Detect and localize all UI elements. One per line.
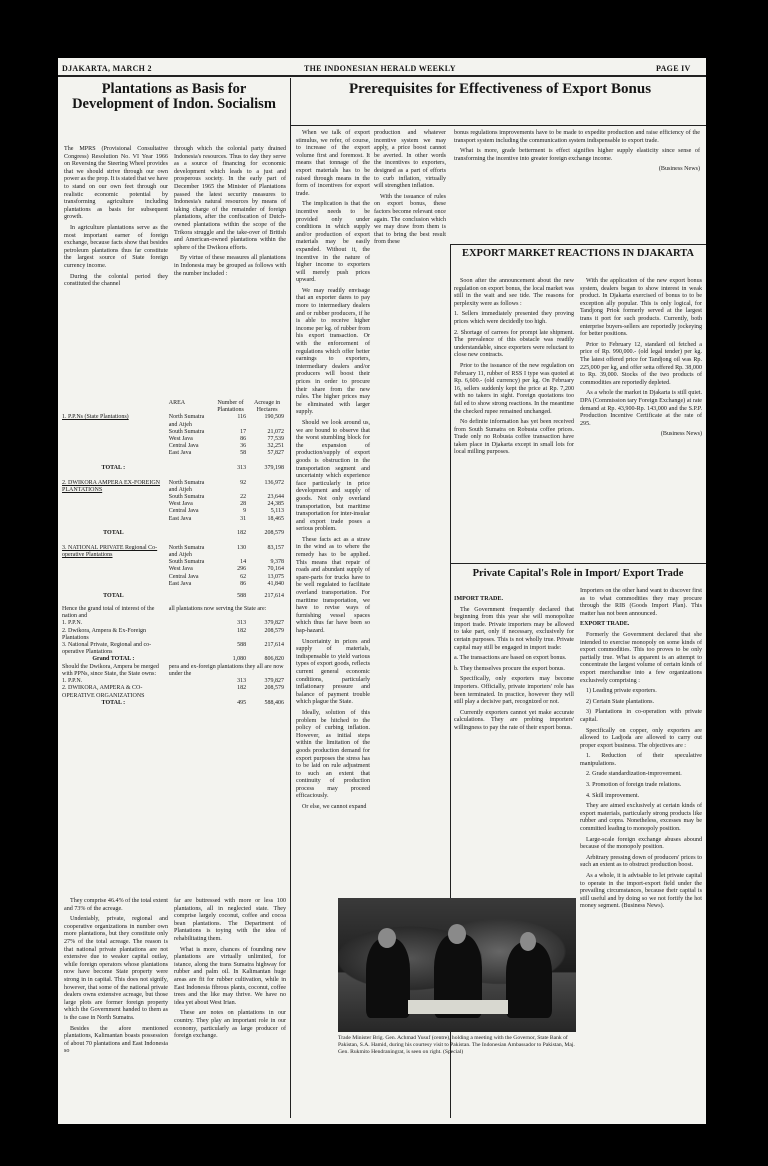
paragraph: bonus regulations improvements have to be made to expedite production and raise efficiency of the transport system including the communication system indispensable to export trade. [454, 130, 700, 144]
acreage-cell: 379,198 [264, 465, 284, 472]
paragraph: With the application of the new export bonus system, dealers began to show interest in weak product. In Djakarta exercised of bonus to to be exception ally popular. This is only logical, for Tandjong Priok formerly served at the largest trans it port for such products. Currently, both enterprise buyers-sellers are reportedly jockeying for better positions. [580, 278, 702, 338]
acreage-cell: 23,644 [267, 494, 284, 501]
section-heading: IMPORT TRADE. [454, 596, 503, 602]
table-row [60, 436, 286, 443]
count-cell: 31 [240, 515, 247, 522]
paragraph: production and whatever incentive system we may apply, a price boost cannot be averted. In other words the incentives to exporters, designed as a part of efforts to curb inflation, virtually will strengthen inflation. [374, 130, 446, 190]
paragraph: 1. Sellers immediately presented they proving prices which were decidedly too high. [454, 311, 574, 325]
area-cell: West Java [168, 436, 193, 443]
paragraph: By virtue of these measures all plantations in Indonesia may be grouped as follows with the number included : [174, 255, 286, 277]
paragraph: Arbitrary pressing down of producers' prices to such an extent as to obstruct production boost. [580, 854, 702, 869]
paragraph: Soon after the announcement about the new regulation on export bonus, the local market was still in the wait and see tide. The reasons for perplexity were as follows : [454, 278, 574, 307]
list-item: 4. Skill improvement. [586, 792, 640, 799]
acreage-cell: 9,378 [270, 559, 284, 566]
newspaper-page [58, 58, 706, 1124]
column-header: Acreage in Hectares [254, 400, 281, 414]
total-row [60, 656, 286, 663]
count-cell: 17 [240, 428, 247, 435]
photo-caption: Trade Minister Brig. Gen. Achmad Yusuf (centre), holding a meeting with the Governor, State Bank of Pakistan, S.A. Hamid, during his courtesy visit to Pakistan. The Indonesian Ambassador to Pakistan, Maj. Gen. Rukmito Hendraningrat, is seen on right. (Special) [338, 1035, 575, 1055]
article-column [374, 130, 446, 246]
area-cell: Central Java [168, 508, 199, 515]
article-headline: EXPORT MARKET REACTIONS IN DJAKARTA [461, 248, 695, 259]
article-column [174, 898, 286, 1120]
total-row [60, 458, 286, 480]
paragraph: Large-scale foreign exchange abuses abound because of the monopoly position. [580, 836, 702, 851]
paragraph: a. The transactions are based on export bonus. [454, 655, 567, 662]
total-label: Grand TOTAL : [92, 656, 135, 663]
paragraph: Specifically on copper, only exporters are allowed to Ladjoda are allowed to carry out proper export business. The objectives are : [580, 727, 702, 749]
table-row [60, 443, 286, 450]
divider [450, 563, 706, 564]
list-item: 1) Leading private exporters. [586, 688, 657, 695]
count-cell: 9 [243, 508, 247, 515]
count-cell: 588 [237, 593, 247, 600]
divider [450, 244, 706, 245]
article-column [580, 588, 702, 1120]
grand-note: all plantations now serving the State are: [168, 606, 267, 613]
count-cell: 313 [237, 465, 247, 472]
table-row [60, 429, 286, 436]
area-cell: East Java [168, 515, 192, 522]
source-credit: (Business News) [658, 166, 700, 173]
total-label: TOTAL : [101, 699, 126, 706]
acreage-cell: 136,972 [264, 479, 284, 486]
paragraph: Specifically, only exporters may become importers. Officially, private importers' role has been terminated. In practice, however they will still play a decisive part, recognized or not. [454, 676, 574, 706]
acreage-cell: 588,406 [264, 699, 284, 706]
list-item: 1. Reduction of their speculative manipulations. [580, 753, 702, 767]
count-cell: 588 [237, 642, 247, 649]
article-column [296, 130, 370, 898]
acreage-cell: 70,164 [267, 566, 284, 573]
area-cell: West Java [168, 501, 193, 508]
paragraph: through which the colonial party drained Indonesia's resources. Thus to day they serve as a source of financing for economic development which leads to a just and prosperous society. In the early part of December 1965 the Minister of Plantations passed the latest security measures to Indonesia's natural resources by means of taking charge of the remainder of foreign plantations, after the confiscation of Dutch-owned plantations within the scope of the Trikora struggle and the take-over of British and American-owned plantations within the sphere of the Dwikora efforts. [174, 146, 286, 251]
table-header-row [60, 400, 286, 414]
paragraph: These are notes on plantations in our country. They play an important role in our economy, particularly as large producer of foreign exchange. [174, 1010, 286, 1040]
acreage-cell: 13,075 [267, 573, 284, 580]
paragraph: The MPRS (Provisional Consultative Congress) Resolution No. VI Year 1966 on Reversing the Steering Wheel provides that we should strive through our own power as the prop. It is stated that we have to stand on our own feet through our realistic economic potential by transforming agriculture including plantations as basis for subsequent growth. [64, 146, 168, 221]
count-cell: 313 [237, 620, 247, 627]
paragraph: b. They themselves procure the export bonus. [454, 665, 565, 672]
grand-row-label: 2. Dwikora, Ampera & Ex-Foreign Plantations [62, 627, 146, 641]
source-credit: (Business News) [660, 431, 702, 438]
table-row [60, 574, 286, 581]
photo-face [520, 932, 536, 951]
group-name: 1. P.P.Ns (State Plantations) [62, 414, 129, 421]
area-cell: North Sumatra and Atjeh [168, 479, 205, 493]
acreage-cell: 379,827 [264, 620, 284, 627]
table-row [60, 620, 286, 627]
divider [290, 125, 706, 126]
table-row [60, 508, 286, 515]
column-header: Number of Plantations [217, 400, 244, 414]
header-masthead: THE INDONESIAN HERALD WEEKLY [304, 64, 456, 73]
article-column [454, 278, 574, 560]
acreage-cell: 208,579 [264, 627, 284, 634]
column-header: AREA [168, 400, 186, 406]
total-label: TOTAL : [101, 465, 126, 472]
acreage-cell: 379,827 [264, 678, 284, 685]
paragraph: Ideally, solution of this problem be hitched to the policy of curbing inflation. However, as initial steps within the limitation of the goods production demand for export purposes the stress has to be laid on rule adjustment to such an extent that continuity of production process may proceed efficaciously. [296, 709, 370, 800]
table-row [60, 664, 286, 678]
list-item: 2. Grade standardization-improvement. [586, 771, 682, 778]
article-column [174, 146, 286, 277]
photo-figure [366, 938, 410, 1018]
area-cell: North Sumatra and Atjeh [168, 544, 205, 559]
table-row [60, 628, 286, 642]
acreage-cell: 5,113 [270, 508, 284, 515]
acreage-cell: 77,539 [267, 436, 284, 443]
paragraph: Prior to the issuance of the new regulation on February 11, rubber of RSS I type was quoted at Rp. 6,600.- (old currency) per kg. On February 16, sellers suddenly kept the price at Rp. 7,200 with no takers in sight. Foreign quotations too fail ed to show strong reactions. In the meantime the checked rupee remained unchanged. [454, 362, 574, 415]
count-cell: 182 [237, 685, 247, 692]
article-column [64, 898, 168, 1120]
acreage-cell: 208,579 [264, 685, 284, 692]
acreage-cell: 57,827 [267, 450, 284, 457]
paragraph: As a whole, it is advisable to let private capital to operate in the import-export field under the prevailing circumstances, because their capital is still useful and by doing so we not fortify the hot money segment. (Business News). [580, 873, 702, 910]
article-headline: Private Capital's Role in Import/ Export Trade [472, 568, 684, 579]
news-photo [338, 898, 576, 1032]
acreage-cell: 806,820 [264, 656, 284, 663]
area-cell: East Java [168, 450, 192, 457]
merge-note: Should the Dwikora, Ampera be merged with PPNs, since State, the State owns: [62, 663, 159, 677]
paragraph: What is more, chances of founding new plantations are virtually unlimited, for istance, along the trans Sumatra highway for rubber and palm oil. In Kalimantan huge areas are fit for rubber cultivation, while in East Indonesia fibrous plants, coconut, coffee trees and the like may thrive. We have no idea yet about West Irian. [174, 946, 286, 1006]
paragraph: The Government frequently declared that beginning from this year she will monopolize import trade. Private importers may be allowed to take part, only if necessary, exclusively for certain purposes. This is not wholly true. Private capital may still be engaged in import trade: [454, 606, 574, 651]
area-cell: South Sumatra [168, 428, 205, 435]
acreage-cell: 24,385 [267, 501, 284, 508]
header-rule [58, 75, 706, 77]
table-row [60, 559, 286, 566]
count-cell: 58 [240, 450, 247, 457]
acreage-cell: 83,157 [267, 544, 284, 551]
table-row [60, 642, 286, 656]
acreage-cell: 217,614 [264, 642, 284, 649]
section-heading: EXPORT TRADE. [580, 621, 630, 628]
total-row [60, 700, 286, 707]
article-headline: Plantations as Basis for Development of Indon. Socialism [72, 81, 276, 113]
paragraph: Prior to February 12, standard oil fetched a price of Rp. 990,000.- (old legal tender) per kg. The latest offered price for Tandjong oil was Rp. 225,000 per kg, and offer setta offered Rp. 38,000 to Rp. 39,000. Stocks of the two products of commodities are reportedly depleted. [580, 341, 702, 386]
total-row [60, 523, 286, 545]
group-name: 2. DWIKORA AMPERA EX-FOREIGN PLANTATIONS [62, 479, 161, 493]
grand-row-label: 1. P.P.N. [62, 620, 83, 627]
area-cell: South Sumatra [168, 494, 205, 501]
acreage-cell: 217,614 [264, 593, 284, 600]
count-cell: 28 [240, 501, 247, 508]
paragraph: No definite information has yet been received from South Sumatra on Robusta coffee prices. Trade only no Robusta coffee transaction have taken place in Djakarta except in small lots for local milling purposes. [454, 419, 574, 456]
table-row [60, 501, 286, 508]
paragraph: Or else, we cannot expand [302, 804, 367, 811]
table-row [60, 450, 286, 457]
table-row [60, 581, 286, 588]
plantations-table [60, 400, 286, 707]
area-cell: North Sumatra and Atjeh [168, 414, 205, 428]
paragraph: These facts act as a straw in the wind as to where the remedy has to be applied. This means that repair of roads and abundant supply of spare-parts for trucks have to be well regulated to facilitate overland transportation. For maritime transportation, we have to revise ways of furnishing vessel spaces which thus far have been so hap-hazard. [296, 536, 370, 634]
area-cell: Central Java [168, 573, 199, 580]
area-cell: West Java [168, 566, 193, 573]
count-cell: 14 [240, 559, 247, 566]
list-item: 3. Promotion of foreign trade relations. [586, 782, 682, 789]
paragraph: Importers on the other hand want to discover first as to what commodities they may procure through the RIB (Goods Import Plan). This matter has not been announced. [580, 588, 702, 617]
merge-note: pera and ex-foreign plantations they all are now under the [168, 663, 284, 677]
paragraph: Uncertainty in prices and supply of materials, indispensable to yield various types of export goods, reflects current general economic conditions, particularly inflationary pressure and balance of payment trouble which plague the State. [296, 638, 370, 706]
count-cell: 1,080 [232, 656, 247, 663]
table-row [60, 685, 286, 699]
table-row [60, 566, 286, 573]
article-column [580, 278, 702, 560]
acreage-cell: 208,579 [264, 530, 284, 537]
area-cell: Central Java [168, 443, 199, 450]
count-cell: 495 [237, 699, 247, 706]
acreage-cell: 32,251 [267, 443, 284, 450]
paragraph: We may readily envisage that an exporter dares to pay more to intermediary dealers and or rubber producers, if he is able to receive higher income per kg. of rubber from his export transaction. Or with the enforcement of regulations which offer better earnings to exporters, intermediary dealers and/or producers will boost their prices in order to procure their share from the new rules. The higher prices may be eliminated with larger supply. [296, 287, 370, 416]
count-cell: 296 [237, 566, 247, 573]
paragraph: Formerly the Government declared that she intended to exercise monopoly on some kinds of export commodities. This too proves to be only partially true. What is apparent is an attempt to concentrate the largest volume of certain kinds of export merchandise into a few organizations exclusively comprising : [580, 631, 702, 684]
paragraph: Currently exporters cannot yet make accurate calculations. They are probing importers' willingness to pay the rate of their export bonus. [454, 709, 574, 731]
paragraph: With the issuance of rules on export bonus, these factors become relevant once again. The conclusion which we may draw from them is that to bring the best result from these [374, 193, 446, 246]
paragraph: As a whole the market in Djakarta is still quiet. DPA (Commission tary Foreign Exchange) at rate demand at Rp. 43,900-Rp. 143,000 and the S.P.P. Production Incentive Certificate at the rate of 295. [580, 390, 702, 427]
total-row [60, 588, 286, 606]
list-item: 3) Plantations in co-operation with private capital. [580, 709, 702, 723]
count-cell: 62 [240, 573, 247, 580]
total-label: TOTAL [103, 593, 124, 600]
acreage-cell: 41,840 [267, 580, 284, 587]
acreage-cell: 21,072 [267, 428, 284, 435]
acreage-cell: 18,465 [267, 515, 284, 522]
article-column [64, 146, 168, 288]
count-cell: 86 [240, 580, 247, 587]
column-divider [290, 78, 291, 1118]
count-cell: 22 [240, 494, 247, 501]
photo-table [408, 1000, 508, 1014]
grand-row-label: 3. National Private, Regional and co-operative Plantations [62, 642, 152, 656]
paragraph: When we talk of export stimulus, we refer, of course, to increase of the export volume first and foremost. It means that tonnage of the export materials has to be raised through means in the form of incentives for export trade. [296, 130, 370, 197]
count-cell: 36 [240, 443, 247, 450]
table-row [60, 480, 286, 494]
paragraph: The implication is that the incentive needs to be provided only under conditions in which supply and/or production of export materials may be easily expanded. Without it, the incentive in the nature of higher income to exporters will merely push prices upward. [296, 201, 370, 284]
grand-intro: Hence the grand total of interest of the nation and [62, 606, 155, 620]
count-cell: 313 [237, 678, 247, 685]
header-dateline: DJAKARTA, MARCH 2 [62, 64, 152, 73]
paragraph: 2. Shortage of carrees for prompt late shipment. The prevalence of this obstacle was readily understandable, since exporters were reluctant to close new contracts. [454, 329, 574, 359]
count-cell: 86 [240, 436, 247, 443]
count-cell: 182 [237, 627, 247, 634]
paragraph: During the colonial period they constituted the channel [64, 273, 168, 288]
count-cell: 130 [237, 544, 247, 551]
paragraph: Should we look around us, we are bound to observe that the worst stumbling block for the expansion of production/supply of export goods is obstruction in the transportation segment and uncertainty which experience face particularly in price development and supply of goods. Not only overland transportation, but maritime transportation for inter-insular and export trade poses a serious problem. [296, 419, 370, 533]
paragraph: Besides the afore mentioned plantations, Kalimantan boasts possession of about 70 plantations and East Indonesia so [64, 1025, 168, 1055]
paragraph: Undeniably, private, regional and cooperative organizations in number own more plantations, but they constitute only 27% of the total acreage. The reason is that national private plantations are not extensive due to weaker capital outlay, while foreign operators whose plantations now have become State property were strong in in capital. This does not signify, however, that some of the national private dealers owns extensive acreage, but those large plots are former foreign property which the Government handed to them as is the case in North Sumatra. [64, 916, 168, 1021]
count-cell: 92 [240, 479, 247, 486]
table-row [60, 516, 286, 523]
merge-row-label: 2. DWIKORA, AMPERA & CO-OPERATIVE ORGANIZATIONS [62, 685, 145, 699]
merge-row-label: 1. P.P.N. [62, 678, 83, 685]
paragraph: What is more, grade betterment is effect signifies higher supply elasticity since sense of transforming the incentive into greater foreign exchange income. [454, 148, 700, 162]
list-item: 2) Certain State plantations. [586, 698, 655, 705]
area-cell: East Java [168, 580, 192, 587]
article-column [454, 130, 700, 234]
photo-face [378, 928, 396, 948]
photo-figure [506, 942, 552, 1018]
paragraph: They are aimed exclusively at certain kinds of export materials, particularly strong products like rubber and copra. Nonetheless, excesses may be committed leading to monopoly position. [580, 803, 702, 833]
paragraph: They comprise 46.4% of the total extent and 73% of the acreage. [64, 898, 168, 912]
acreage-cell: 190,509 [264, 414, 284, 421]
article-column [454, 596, 574, 892]
paragraph: far are buttressed with more or less 100 plantations, all in neglected state. They comprise largely coconut, coffee and cocoa bean plantations. The Department of Plantations is toying with the idea of rehabilitating them. [174, 898, 286, 942]
table-row [60, 494, 286, 501]
group-name: 3. NATIONAL PRIVATE Regional Co-operative Plantations [62, 544, 158, 559]
paragraph: In agriculture plantations serve as the most important earner of foreign exchange, because facts show that besides petroleum plantations thus far constitute the largest source of State foreign currency income. [64, 224, 168, 269]
article-headline: Prerequisites for Effectiveness of Export Bonus [348, 81, 652, 97]
photo-face [448, 924, 466, 944]
table-row [60, 545, 286, 559]
header-page-number: PAGE IV [656, 64, 691, 73]
count-cell: 182 [237, 530, 247, 537]
total-label: TOTAL [103, 530, 124, 537]
table-row [60, 606, 286, 620]
count-cell: 116 [237, 414, 247, 421]
table-row [60, 414, 286, 428]
table-row [60, 678, 286, 685]
area-cell: South Sumatra [168, 559, 205, 566]
